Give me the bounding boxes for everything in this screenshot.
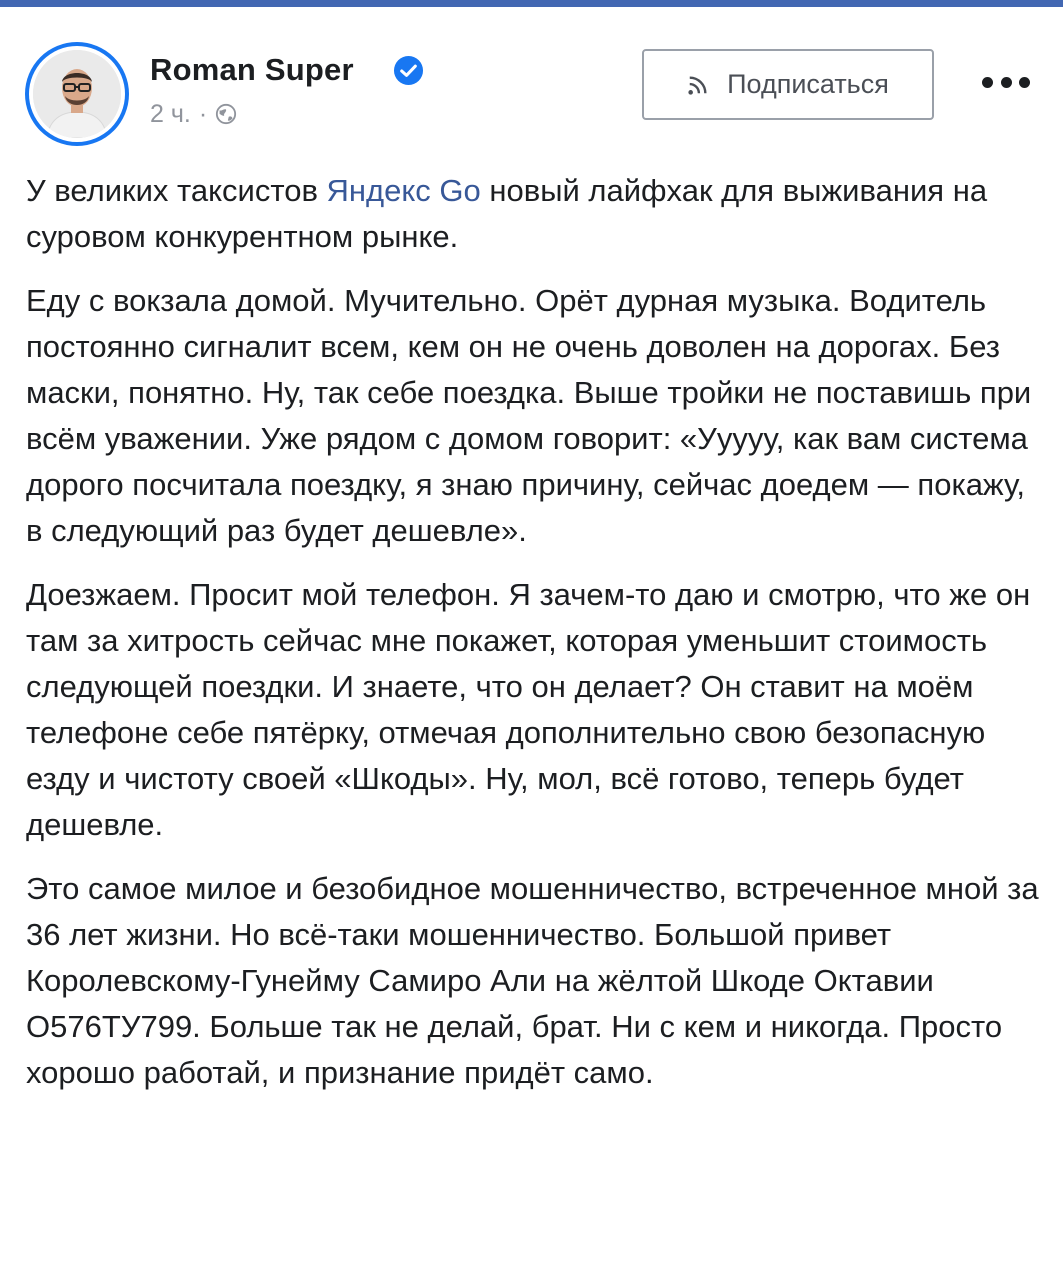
- more-dot: [1019, 77, 1030, 88]
- post-meta: [150, 98, 237, 130]
- post-header: [0, 0, 1063, 150]
- post-paragraph-4: Это самое милое и безобидное мошенничество, встреченное мной за 36 лет жизни. Но всё-таки мошенничество. Большой привет Королевскому-Гунейму Самиро Али на жёлтой Шкоде Октавии О576ТУ799. Больше так не делай, брат. Ни с кем и никогда. Просто хорошо работай, и признание придёт само.: [26, 871, 1039, 1090]
- avatar-border: [29, 46, 125, 142]
- meta-separator: ·: [198, 100, 208, 128]
- subscribe-label: Подписаться: [727, 69, 889, 99]
- post-text: [26, 168, 1041, 1114]
- post-paragraph-3: Доезжаем. Просит мой телефон. Я зачем-то даю и смотрю, что же он там за хитрость сейчас мне покажет, которая уменьшит стоимость следующей поездки. И знаете, что он делает? Он ставит на моём телефоне себе пятёрку, отмечая дополнительно свою безопасную езду и чистоту своей «Шкоды». Ну, мол, всё готово, теперь будет дешевле.: [26, 577, 1031, 842]
- post-paragraph-2: Еду с вокзала домой. Мучительно. Орёт дурная музыка. Водитель постоянно сигналит всем, кем он не очень доволен на дорогах. Без маски, понятно. Ну, так себе поездка. Выше тройки не поставишь при всём уважении. Уже рядом с домом говорит: «Ууууу, как вам система дорого посчитала поездку, я знаю причину, сейчас доедем — покажу, в следующий раз будет дешевле».: [26, 283, 1032, 548]
- avatar-photo: [33, 50, 121, 138]
- post-paragraph-1: [26, 168, 1041, 260]
- profile-photo-icon: [33, 50, 121, 138]
- avatar[interactable]: [25, 42, 129, 146]
- more-options-icon[interactable]: [982, 62, 1030, 102]
- globe-icon: [215, 103, 237, 125]
- more-dot: [982, 77, 993, 88]
- yandex-go-link[interactable]: Яндекс Go: [326, 173, 481, 208]
- verified-badge-icon: [393, 55, 424, 86]
- post-text-fragment: У великих таксистов: [26, 173, 327, 208]
- author-name[interactable]: Roman Super: [150, 52, 354, 87]
- rss-icon: [687, 74, 709, 96]
- post-text-fragment: новый лайфхак для выживания на суровом конкурентном рынке.: [26, 173, 988, 254]
- post-time[interactable]: 2 ч.: [150, 100, 191, 128]
- more-dot: [1001, 77, 1012, 88]
- subscribe-button[interactable]: [642, 49, 934, 120]
